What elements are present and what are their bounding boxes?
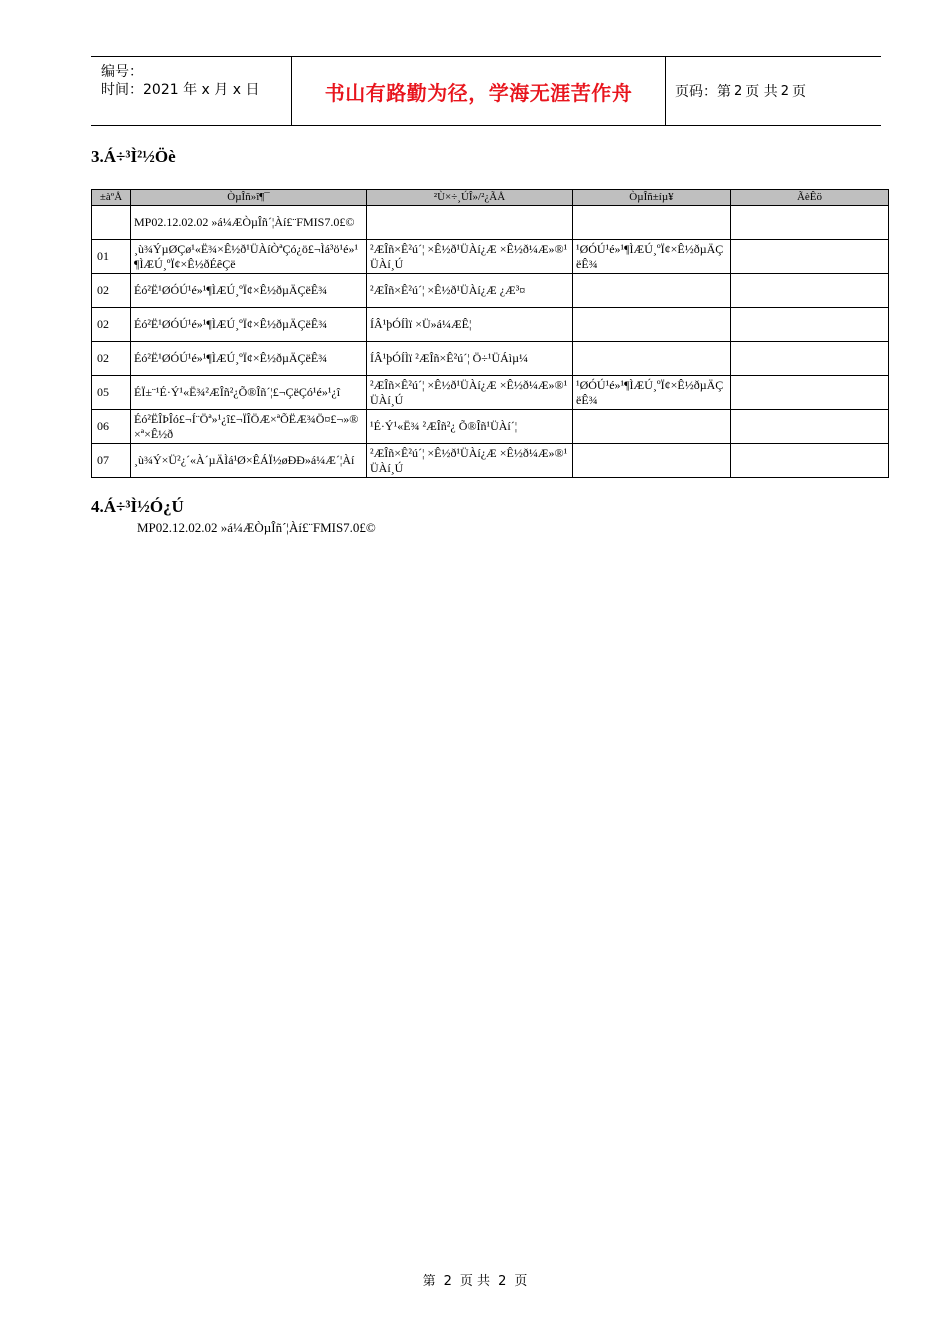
col-form: ÒµÎñ±íµ¥ — [573, 190, 731, 206]
table-row: 01 ¸ù¾ÝµØÇø¹«Ë¾×Ê½ð¹ÜÀíÒªÇó¿ö£¬Ìá³ö¹é»¹¶ÌÆÚ¸ºÏ¢×Ê½ðÉêÇë ²ÆÎñ×Ê²ú´¦ ×Ê½ð¹ÜÀí¿Æ ×Ê½ð¼Æ»®¹ÜÀí¸Ú ¹ØÓÚ¹é»¹¶ÌÆÚ¸ºÏ¢×Ê½ðµÄÇëÊ¾ — [92, 240, 889, 274]
page-total: 2 — [780, 83, 790, 99]
table-header-row — [92, 190, 889, 206]
table-row: MP02.12.02.02 »á¼ÆÒµÎñ´¦Àí£¨FMIS7.0£© — [92, 206, 889, 240]
footer-page-total: 2 — [498, 1274, 507, 1289]
col-activity: ÒµÎñ»î¶¯ — [131, 190, 367, 206]
section-4-body: MP02.12.02.02 »á¼ÆÒµÎñ´¦Àí£¨FMIS7.0£© — [137, 520, 376, 535]
header-meta — [91, 57, 292, 125]
table-row: 02 Éó²Ë¹ØÓÚ¹é»¹¶ÌÆÚ¸ºÏ¢×Ê½ðµÄÇëÊ¾ ÍÂ¹þÓÍÌï ²ÆÎñ×Ê²ú´¦ Ö÷¹ÜÁìµ¼ — [92, 342, 889, 376]
footer-page-current: 2 — [443, 1274, 452, 1289]
section-4-title: 4.Á÷³Ì½Ó¿Ú — [91, 497, 184, 516]
col-id: ±àºÅ — [92, 190, 131, 206]
process-steps-table — [91, 189, 889, 478]
table-row: 07 ¸ù¾Ý×Ü²¿´«À´µÄÌá¹Ø×ÊÁÏ½øÐÐ»á¼Æ´¦Àí ²ÆÎñ×Ê²ú´¦ ×Ê½ð¹ÜÀí¿Æ ×Ê½ð¼Æ»®¹ÜÀí¸Ú — [92, 444, 889, 478]
number-label: 编号： — [101, 64, 143, 80]
col-post: ²Ù×÷¸ÚÎ»/²¿ÃÅ — [367, 190, 573, 206]
section-3-title: 3.Á÷³Ì²½Öè — [91, 147, 176, 166]
table-row: 02 Éó²Ë¹ØÓÚ¹é»¹¶ÌÆÚ¸ºÏ¢×Ê½ðµÄÇëÊ¾ ÍÂ¹þÓÍÌï ×Ü»á¼ÆÊ¦ — [92, 308, 889, 342]
header-motto: 书山有路勤为径，学海无涯苦作舟 — [292, 57, 666, 125]
table-row: 05 ÉÏ±¨¹É·Ý¹«Ë¾²ÆÎñ²¿Õ®Îñ´¦£¬ÇëÇó¹é»¹¿î ²ÆÎñ×Ê²ú´¦ ×Ê½ð¹ÜÀí¿Æ ×Ê½ð¼Æ»®¹ÜÀí¸Ú ¹ØÓÚ¹é»¹¶ÌÆÚ¸ºÏ¢×Ê½ðµÄÇëÊ¾ — [92, 376, 889, 410]
page-footer: 第 2 页 共 2 页 — [422, 1274, 528, 1289]
table-row: 06 Éó²ËÎÞÎó£¬Í¨Öª»¹¿î£¬ÏÎÖÆ×ªÕËÆ¾Ö¤£¬»®×ª×Ê½ð ¹É·Ý¹«Ë¾ ²ÆÎñ²¿ Õ®Îñ¹ÜÀí´¦ — [92, 410, 889, 444]
time-label: 时间：2021 年 x 月 x 日 — [101, 82, 260, 98]
page-header — [91, 56, 881, 126]
table-row: 02 Éó²Ë¹ØÓÚ¹é»¹¶ÌÆÚ¸ºÏ¢×Ê½ðµÄÇëÊ¾ ²ÆÎñ×Ê²ú´¦ ×Ê½ð¹ÜÀí¿Æ ¿Æ³¤ — [92, 274, 889, 308]
page-current: 2 — [734, 83, 743, 99]
col-desc: ÃèÊö — [731, 190, 889, 206]
header-page-indicator: 页码：第 2 页 共 2 页 — [675, 83, 807, 100]
